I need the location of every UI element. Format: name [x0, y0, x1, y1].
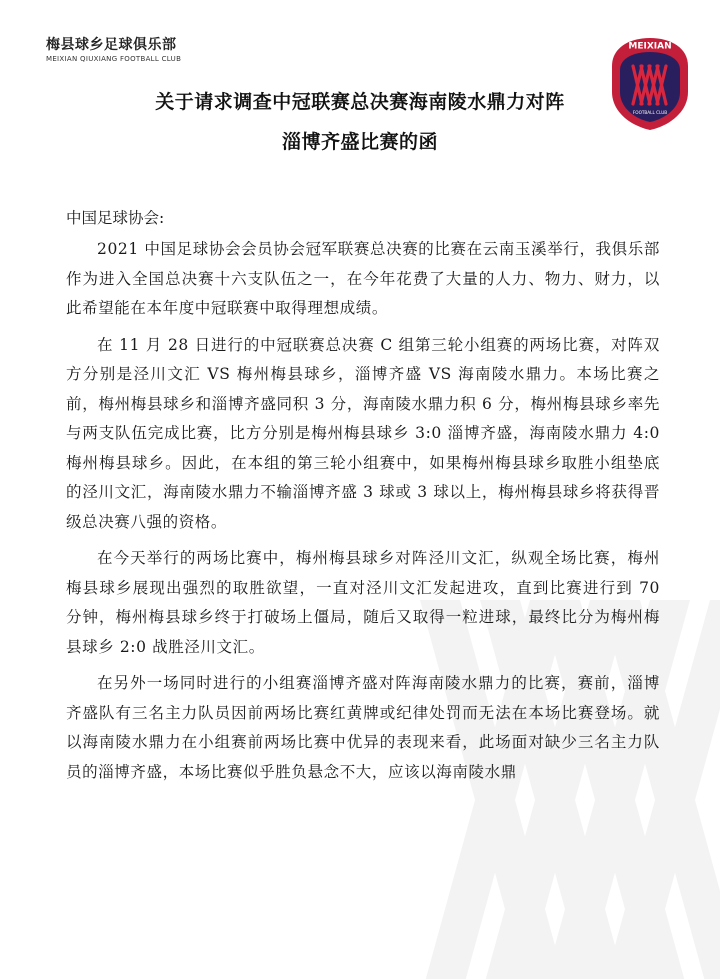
club-letterhead	[46, 37, 181, 63]
letter-body	[66, 205, 660, 794]
paragraph: 在今天举行的两场比赛中，梅州梅县球乡对阵泾川文汇，纵观全场比赛，梅州梅县球乡展现出强烈的取胜欲望，一直对泾川文汇发起进攻，直到比赛进行到 70 分钟，梅州梅县球乡终于打破场上僵局，随后又取得一粒进球，最终比分为梅州梅县球乡 2:0 战胜泾川文汇。	[66, 549, 660, 656]
logo-ribbon-text: FOOTBALL CLUB	[632, 110, 668, 115]
title-line-2: 淄博齐盛比赛的函	[281, 131, 438, 153]
club-name-en: MEIXIAN QIUXIANG FOOTBALL CLUB	[46, 55, 182, 63]
salutation: 中国足球协会:	[66, 209, 165, 227]
letter-title	[0, 90, 720, 154]
paragraph: 在另外一场同时进行的小组赛淄博齐盛对阵海南陵水鼎力的比赛，赛前，淄博齐盛队有三名主力队员因前两场比赛红黄牌或纪律处罚而无法在本场比赛登场。就以海南陵水鼎力在小组赛前两场比赛中优异的表现来看，此场面对缺少三名主力队员的淄博齐盛，本场比赛似乎胜负悬念不大，应该以海南陵水鼎	[66, 674, 660, 781]
paragraph: 在 11 月 28 日进行的中冠联赛总决赛 C 组第三轮小组赛的两场比赛，对阵双方分别是泾川文汇 VS 梅州梅县球乡，淄博齐盛 VS 海南陵水鼎力。本场比赛之前，梅州梅县球乡和淄博齐盛同积 3 分，海南陵水鼎力积 6 分，梅州梅县球乡率先与两支队伍完成比赛，比方分别是梅州梅县球乡 3:0 淄博齐盛，海南陵水鼎力 4:0 梅州梅县球乡。因此，在本组的第三轮小组赛中，如果梅州梅县球乡取胜小组垫底的泾川文汇，海南陵水鼎力不输淄博齐盛 3 球或 3 球以上，梅州梅县球乡将获得晋级总决赛八强的资格。	[66, 335, 660, 531]
logo-top-text: MEIXIAN	[628, 41, 672, 52]
club-name-cn: 梅县球乡足球俱乐部	[46, 37, 177, 53]
title-line-1: 关于请求调查中冠联赛总决赛海南陵水鼎力对阵	[155, 91, 565, 113]
paragraph: 2021 中国足球协会会员协会冠军联赛总决赛的比赛在云南玉溪举行，我俱乐部作为进入全国总决赛十六支队伍之一，在今年花费了大量的人力、物力、财力，以此希望能在本年度中冠联赛中取得理想成绩。	[66, 240, 660, 317]
